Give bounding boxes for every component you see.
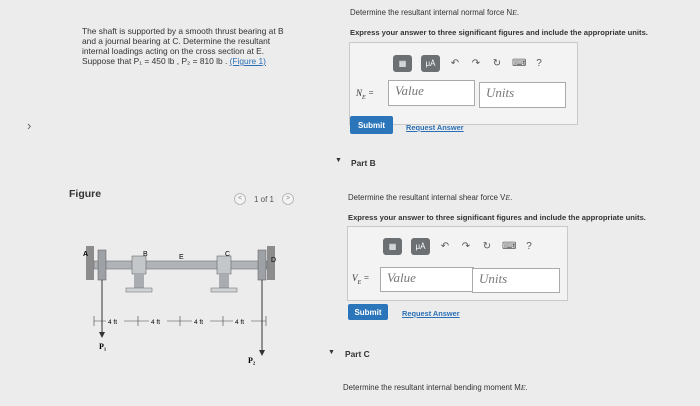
redo-icon[interactable]: ↷ [461, 241, 471, 252]
figure-title: Figure [69, 188, 102, 200]
label-p1: P₁ [99, 342, 107, 351]
part-a-question-text: Determine the resultant internal normal force N [350, 8, 513, 17]
shaft-diagram [80, 232, 290, 372]
part-b-label-sub: E [357, 279, 362, 286]
part-b-instruction: Express your answer to three significant figures and include the appropriate units. [348, 213, 646, 222]
pager-label: 1 of 1 [253, 194, 274, 204]
force-p2-head [259, 350, 265, 356]
dim-label-1: 4 ft [108, 319, 118, 326]
part-b-collapse-icon[interactable]: ▼ [335, 157, 342, 164]
part-a-request-answer-link[interactable]: Request Answer [406, 123, 464, 132]
part-a-value-input[interactable]: Value [388, 80, 475, 106]
prev-figure-button[interactable]: < [234, 193, 246, 205]
part-a-submit-button[interactable]: Submit [350, 116, 393, 134]
pulley-d [258, 250, 266, 280]
label-a: A [83, 251, 89, 258]
help-icon[interactable]: ? [526, 241, 532, 252]
dim-label-3: 4 ft [194, 319, 204, 326]
part-b-label [352, 273, 370, 286]
undo-icon[interactable]: ↶ [450, 58, 460, 69]
label-c: C [225, 251, 231, 258]
dim-label-4: 4 ft [235, 319, 245, 326]
templates-icon[interactable]: ▦ [393, 55, 412, 72]
part-a-label-eq: = [365, 88, 375, 98]
part-b-submit-button[interactable]: Submit [348, 304, 388, 320]
keyboard-icon[interactable]: ⌨ [502, 241, 517, 252]
part-a-question: Determine the resultant internal normal force NE. [350, 8, 520, 17]
part-b-toolbar [383, 238, 535, 255]
part-c-question-sub: E [520, 383, 526, 392]
pulley-a [98, 250, 106, 280]
part-b-value-input[interactable]: Value [380, 267, 474, 292]
label-p2: P₂ [248, 356, 256, 365]
bearing-b-base [126, 288, 152, 292]
part-a-label-sub: E [362, 94, 366, 101]
problem-line-4 [82, 56, 297, 66]
label-d: D [271, 257, 277, 264]
help-icon[interactable]: ? [536, 58, 542, 69]
templates-icon[interactable]: ▦ [383, 238, 402, 255]
problem-line-3: internal loadings acting on the cross section at E. [82, 46, 265, 56]
part-a-label-symbol: N [356, 88, 363, 98]
expand-chevron-icon[interactable]: › [27, 118, 32, 133]
reset-icon[interactable]: ↻ [492, 58, 502, 69]
part-b-units-input[interactable]: Units [472, 268, 560, 293]
part-b-title[interactable]: Part B [351, 158, 376, 168]
force-p1-head [99, 332, 105, 338]
label-b: B [143, 251, 148, 258]
undo-icon[interactable]: ↶ [440, 241, 450, 252]
part-a-label [356, 88, 374, 101]
bearing-c-post [219, 274, 229, 288]
part-c-title[interactable]: Part C [345, 349, 370, 359]
part-a-question-sub: E [512, 8, 517, 17]
part-a-toolbar [393, 55, 545, 72]
part-b-request-answer-link[interactable]: Request Answer [402, 309, 460, 318]
dim-label-2: 4 ft [151, 319, 161, 326]
redo-icon[interactable]: ↷ [471, 58, 481, 69]
bearing-c-base [211, 288, 237, 292]
bearing-b-post [134, 274, 144, 288]
part-c-question-text: Determine the resultant internal bending moment M [343, 383, 521, 392]
figure-pager [234, 192, 294, 206]
part-b-question-sub: E [505, 193, 511, 202]
next-figure-button[interactable]: > [282, 193, 294, 205]
figure-link[interactable]: (Figure 1) [229, 56, 266, 66]
part-a-instruction: Express your answer to three significant figures and include the appropriate units. [350, 28, 648, 37]
bearing-c [217, 256, 231, 274]
keyboard-icon[interactable]: ⌨ [512, 58, 527, 69]
problem-values: Suppose that P₁ = 450 lb , P₂ = 810 lb . [82, 56, 230, 66]
shaft [94, 261, 267, 269]
reset-icon[interactable]: ↻ [482, 241, 492, 252]
units-mu-button[interactable]: μȦ [421, 55, 440, 72]
problem-statement [82, 26, 297, 66]
part-b-label-eq: = [361, 273, 370, 283]
problem-line-2: and a journal bearing at C. Determine the resultant [82, 36, 271, 46]
part-c-question: Determine the resultant internal bending moment ME. [343, 383, 528, 392]
units-mu-button[interactable]: μȦ [411, 238, 430, 255]
part-a-units-input[interactable]: Units [479, 82, 566, 108]
part-b-question-text: Determine the resultant internal shear force V [348, 193, 506, 202]
part-c-collapse-icon[interactable]: ▼ [328, 349, 335, 356]
problem-line-1: The shaft is supported by a smooth thrust bearing at B [82, 26, 284, 36]
part-b-question: Determine the resultant internal shear force VE. [348, 193, 513, 202]
bearing-b [132, 256, 146, 274]
label-e: E [179, 254, 184, 261]
part-b-label-symbol: V [352, 273, 358, 283]
